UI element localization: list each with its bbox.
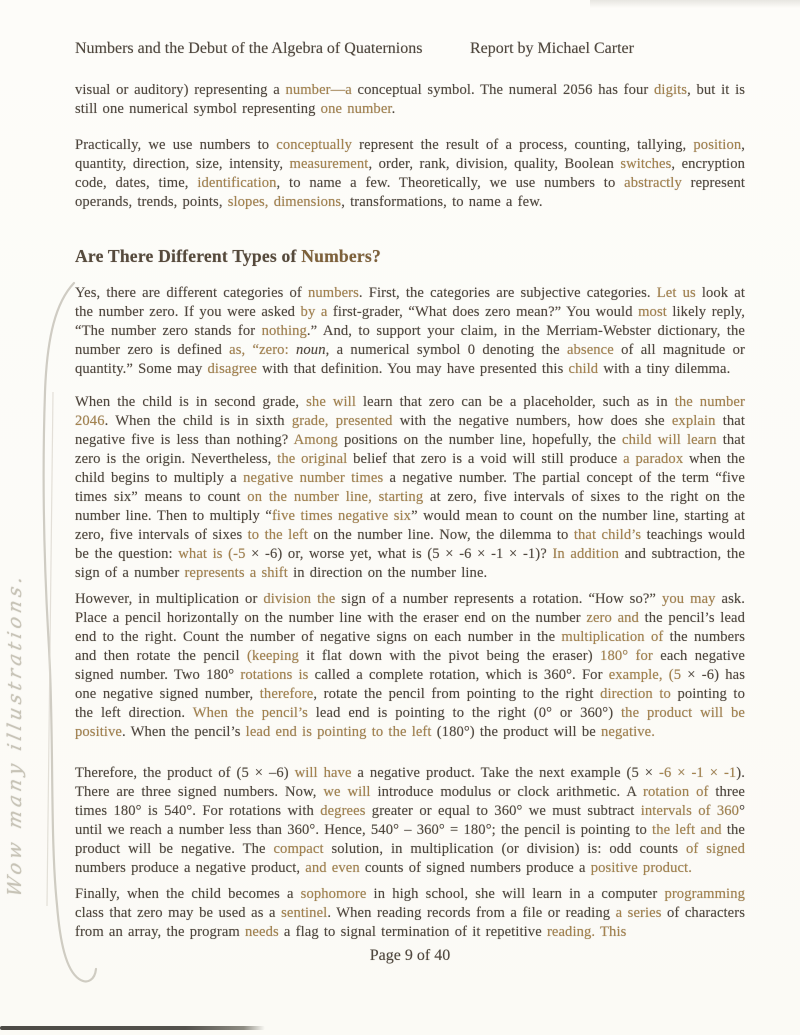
section-heading [75, 245, 745, 267]
section-heading-text: Are There Different Types of [75, 246, 302, 266]
report-title: Numbers and the Debut of the Algebra of Quaternions [75, 40, 423, 57]
margin-handwritten-note: Wow many illustrations. [4, 570, 26, 899]
running-header [75, 40, 745, 59]
paragraph-rotation: However, in multiplication or division the sign of a number represents a rotation. “How so?” you may ask. Place a pencil horizontally on the number line with the eraser end on the number zero and the pencil’s lead end to the right. Count the number of negative signs on each number in the multiplication of the numbers and then rotate the pencil (keeping it flat down with the pivot being the eraser) 180° for each negative signed number. Two 180° rotations is called a complete rotation, which is 360°. For example, (5 × -6) has one negative signed number, therefore, rotate the pencil from pointing to the right direction to pointing to the left direction. When the pencil’s lead end is pointing to the right (0° or 360°) the product will be positive. When the pencil’s lead end is pointing to the left (180°) the product will be negative. [75, 591, 746, 740]
section-heading-emphasis: Numbers? [301, 246, 381, 266]
report-byline: Report by Michael Carter [470, 40, 634, 57]
paragraph-sentinel: Finally, when the child becomes a sophomore in high school, she will learn in a computer programming class that zero may be used as a sentinel. When reading records from a file or reading a series of characters from an array, the program needs a flag to signal termination of it repetitive reading. This [75, 886, 745, 940]
paragraph-numeral-symbol: visual or auditory) representing a number—a conceptual symbol. The numeral 2056 has four digits, but it is still one numerical symbol representing one number. [75, 82, 746, 117]
paragraph-number-line: When the child is in second grade, she will learn that zero can be a placeholder, such as in the number 2046. When the child is in sixth grade, presented with the negative numbers, how does she explain that negative five is less than nothing? Among positions on the number line, hopefully, the child will learn that zero is the origin. Nevertheless, the original belief that zero is a void will still produce a paradox when the child begins to multiply a negative number times a negative number. The partial concept of the term “five times six” means to count on the number line, starting at zero, five intervals of sixes to the right on the number line. Then to multiply “five times negative six” would mean to count on the number line, starting at zero, five intervals of sixes to the left on the number line. Now, the dilemma to that child’s teachings would be the question: what is (-5 × -6) or, worse yet, what is (5 × -6 × -1 × -1)? In addition and subtraction, the sign of a number represents a shift in direction on the number line. [75, 394, 746, 581]
page-number: Page 9 of 40 [369, 947, 451, 964]
paragraph-modulus: Therefore, the product of (5 × –6) will have a negative product. Take the next example (5 × -6 × -1 × -1). There are three signed numbers. Now, we will introduce modulus or clock arithmetic. A rotation of three times 180° is 540°. For rotations with degrees greater or equal to 360° we must subtract intervals of 360° until we reach a number less than 360°. Hence, 540° – 360° = 180°; the pencil is pointing to the left and the product will be negative. The compact solution, in multiplication (or division) is: odd counts of signed numbers produce a negative product, and even counts of signed numbers produce a positive product. [75, 765, 746, 876]
paragraph-zero-definition: Yes, there are different categories of numbers. First, the categories are subjective categories. Let us look at the number zero. If you were asked by a first-grader, “What does zero mean?” You would most likely reply, “The number zero stands for nothing.” And, to support your claim, in the Merriam-Webster dictionary, the number zero is defined as, “zero: noun, a numerical symbol 0 denoting the absence of all magnitude or quantity.” Some may disagree with that definition. You may have presented this child with a tiny dilemma. [75, 285, 745, 377]
paragraph-practical-uses: Practically, we use numbers to conceptually represent the result of a process, counting, tallying, position, quantity, direction, size, intensity, measurement, order, rank, division, quality, Boolean switches, encryption code, dates, time, identification, to name a few. Theoretically, we use numbers to abstractly represent operands, trends, points, slopes, dimensions, transformations, to name a few. [75, 137, 746, 210]
scan-edge-mark [0, 1026, 265, 1030]
